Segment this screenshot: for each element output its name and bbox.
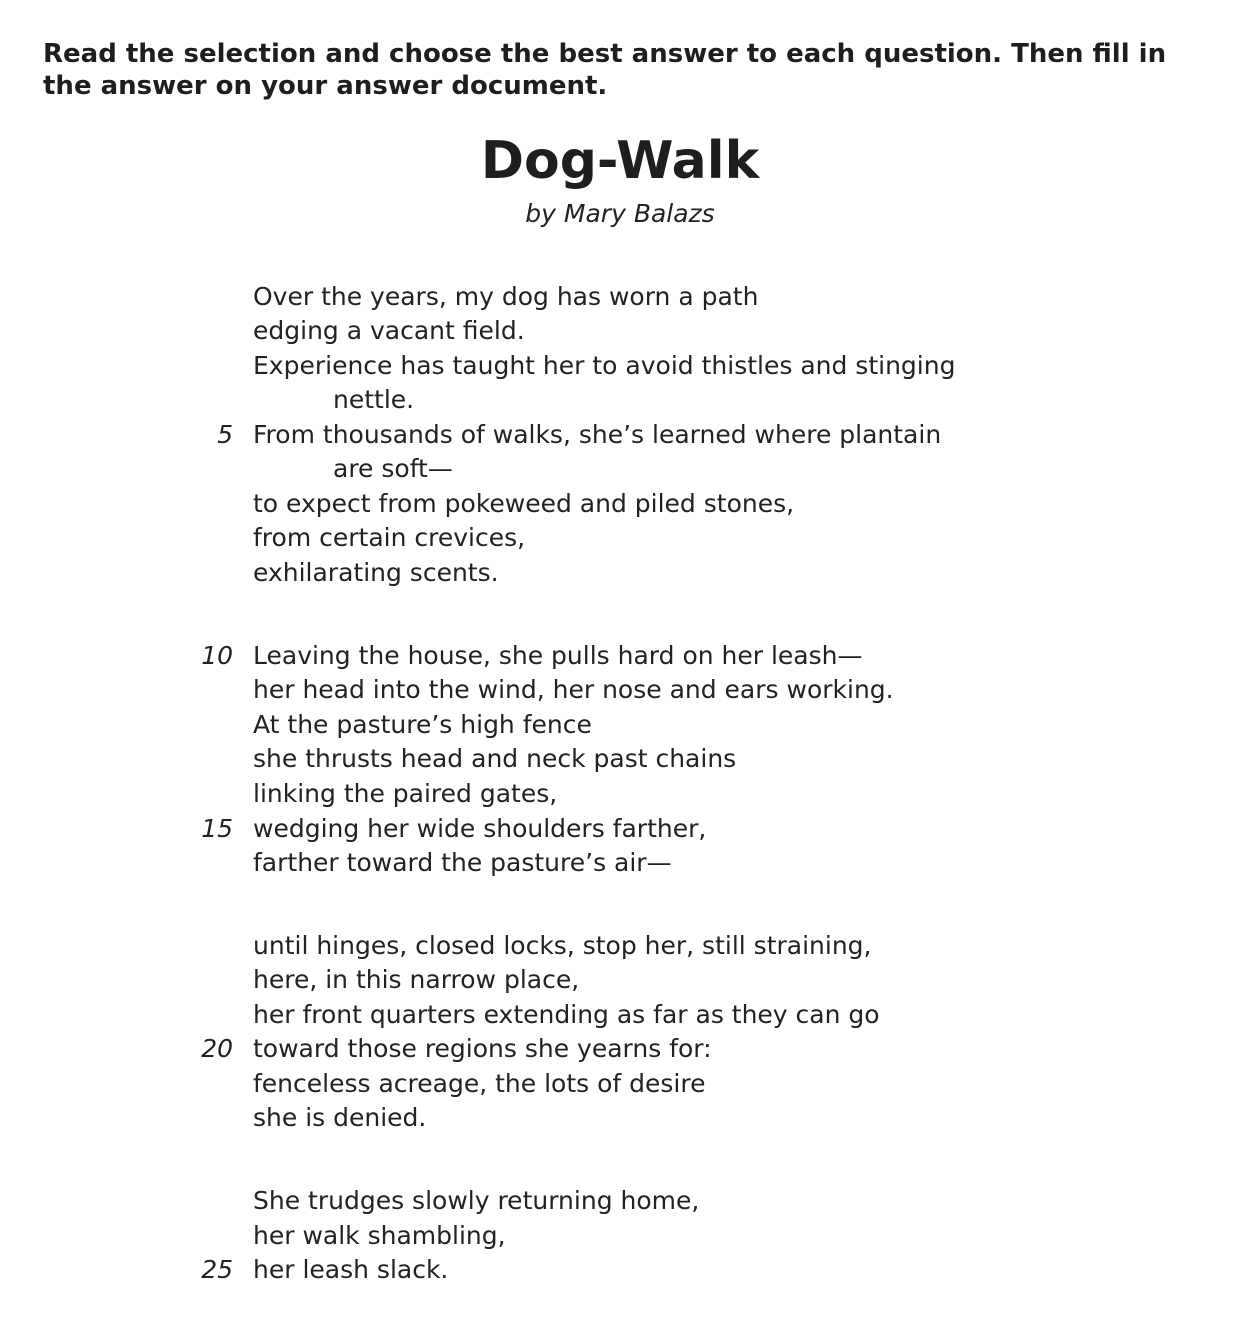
poem-line: she is denied. [253, 1103, 427, 1132]
line-number: 5 [217, 420, 233, 449]
poem-line: At the pasture’s high fence [253, 710, 592, 739]
poem-line-continuation: nettle. [333, 385, 415, 414]
poem-line: her walk shambling, [253, 1221, 506, 1250]
poem-line: linking the paired gates, [253, 779, 558, 808]
poem-line: to expect from pokeweed and piled stones, [253, 489, 795, 518]
poem-line: wedging her wide shoulders farther, [253, 814, 707, 843]
poem-author: by Mary Balazs [525, 199, 715, 228]
poem-line: farther toward the pasture’s air— [253, 848, 672, 877]
poem-line: exhilarating scents. [253, 558, 499, 587]
poem-line: her head into the wind, her nose and ears working. [253, 675, 894, 704]
poem-line: she thrusts head and neck past chains [253, 744, 737, 773]
poem-line: here, in this narrow place, [253, 965, 580, 994]
poem-line: Leaving the house, she pulls hard on her leash— [253, 641, 863, 670]
line-number: 10 [201, 641, 233, 670]
poem-line: edging a vacant field. [253, 316, 525, 345]
poem-line: Over the years, my dog has worn a path [253, 282, 759, 311]
poem-line: Experience has taught her to avoid thistles and stinging [253, 351, 956, 380]
line-number: 15 [201, 814, 233, 843]
poem-line: From thousands of walks, she’s learned where plantain [253, 420, 942, 449]
poem-line: her leash slack. [253, 1255, 449, 1284]
line-number: 20 [201, 1034, 233, 1063]
line-number: 25 [201, 1255, 233, 1284]
poem-title: Dog-Walk [480, 131, 760, 191]
poem-line: from certain crevices, [253, 523, 526, 552]
instructions: Read the selection and choose the best answer to each question. Then fill in the answer on your answer document. [43, 39, 1167, 101]
poem-line-continuation: are soft— [333, 454, 453, 483]
poem-line: fenceless acreage, the lots of desire [253, 1069, 706, 1098]
poem-line: toward those regions she yearns for: [253, 1034, 712, 1063]
poem-line: She trudges slowly returning home, [253, 1186, 700, 1215]
poem-line: her front quarters extending as far as they can go [253, 1000, 880, 1029]
poem-line: until hinges, closed locks, stop her, still straining, [253, 931, 872, 960]
